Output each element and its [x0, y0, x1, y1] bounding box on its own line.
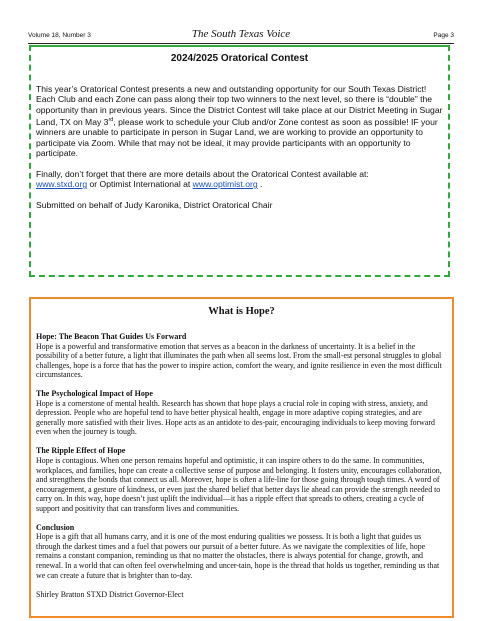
section-text: Hope is a powerful and transformative emotion that serves as a beacon in the darkness of uncertainty. It is a belief in the possibility of a better future, a light that illuminates the path when all seems lost. From the small-est personal struggles to global challenges, hope is a force that has the power to inspire action, comfort the weary, and ignite resilience in even the most difficult circumstances.	[36, 341, 442, 380]
section-text: Hope is a cornerstone of mental health. Research has shown that hope plays a crucial role in coping with stress, anxiety, and depression. People who are hopeful tend to have better physical health, engage in more adaptive coping strategies, and are generally more satisfied with their lives. Hope acts as an antidote to des-pair, encouraging individuals to keep moving forward even when the journey is tough.	[36, 398, 435, 437]
section-heading: Hope: The Beacon That Guides Us Forward	[36, 332, 187, 341]
section-text: Hope is contagious. When one person remains hopeful and optimistic, it can inspire others to do the same. In communities, workplaces, and families, hope can create a collective sense of purpose and belonging. It fosters unity, encourages collaboration, and strengthens the bonds that connect us all. Moreover, hope is often a life-line for those going through tough times. A word of encouragement, a gesture of kindness, or even just the shared belief that better days lie ahead can provide the strength needed to carry on. In this way, hope doesn’t just uplift the individual—it has a ripple effect that spreads to others, creating a cycle of support and positivity that can transform lives and communities.	[36, 456, 442, 513]
page-number: Page 3	[433, 32, 454, 39]
oratorical-contest-box	[29, 45, 450, 277]
oratorical-body	[36, 84, 444, 220]
optimist-link[interactable]: www.optimist.org	[192, 179, 258, 190]
volume-label: Volume 18, Number 3	[28, 32, 91, 39]
section-heading: The Ripple Effect of Hope	[36, 446, 126, 456]
oratorical-title: 2024/2025 Oratorical Contest	[170, 53, 309, 64]
oratorical-paragraph-3: Submitted on behalf of Judy Karonika, District Oratorical Chair	[36, 199, 273, 210]
what-is-hope-box	[29, 297, 454, 618]
section-heading: The Psychological Impact of Hope	[36, 389, 153, 399]
section-heading: Conclusion	[36, 522, 75, 532]
hope-title: What is Hope?	[208, 306, 275, 317]
newsletter-title: The South Texas Voice	[191, 28, 291, 40]
hope-body	[36, 332, 446, 609]
oratorical-paragraph-2: Finally, don’t forget that there are more details about the Oratorical Contest available at: www.stxd.org or Optimist International at www.optimist.org .	[36, 168, 369, 190]
oratorical-paragraph-1: This year’s Oratorical Contest presents a new and outstanding opportunity for our South Texas District! Each Club and each Zone can pass along their top two winners to the next level, so there is “double” the opportunity than in previous years. Since the District Contest will take place at our District Meeting in Sugar Land, TX on May 3rd, please work to schedule your Club and/or Zone contest as soon as possible! IF your winners are unable to participate in person in Sugar Land, we are working to provide an opportunity to participate via Zoom. While that may not be ideal, it may provide participants with an opportunity to participate.	[36, 84, 443, 159]
stxd-link[interactable]: www.stxd.org	[36, 179, 88, 190]
page-header	[28, 30, 454, 44]
signoff: Shirley Bratton STXD District Governor-Elect	[36, 589, 184, 599]
section-text: Hope is a gift that all humans carry, and it is one of the most enduring qualities we possess. It is both a light that guides us through the darkest times and a fuel that powers our pursuit of a better future. As we navigate the complexities of life, hope remains a constant companion, reminding us that no matter the obstacles, there is always potential for change, growth, and renewal. In a world that can often feel overwhelming and uncer-tain, hope is the thread that holds us together, reminding us that we can create a future that is brighter than to-day.	[36, 532, 440, 580]
